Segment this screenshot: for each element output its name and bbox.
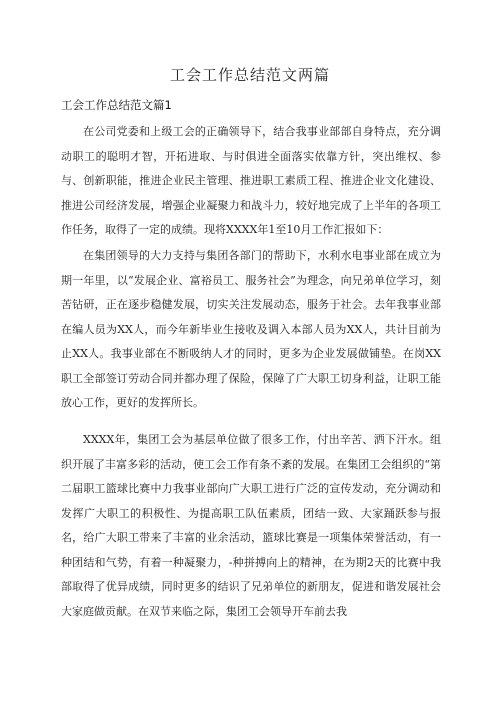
paragraph-text: XXXX年，集团工会为基层单位做了很多工作，付出辛苦、洒下汗水。组织开展了丰富多彩的活动，使工会工作有条不紊的发展。在集团工会组织的“第二届职工篮球比赛中力我事业部向广大职工进行广泛的宣传发动，充分调动和发挥广大职工的积极性、为提高职工队伍素质，团结一致、大家踊跃参与报名，给广大职工带来了丰富的业余活动，篮球比赛是一项集体荣誉活动，有一种团结和气势，有着一种凝聚力，-种拼搏向上的精神，在为期2天的比赛中我部取得了优异成绩，同时更多的结识了兄弟单位的新朋友，促进和谐发展社会大家庭做贡献。在双节来临之际，集团工会领导开车前去我: [61, 433, 441, 618]
paragraph-text: 在集团领导的大力支持与集团各部门的帮助下，水利水电事业部在成立为期一年里，以“发展企业、富裕员工、服务社会”为理念，向兄弟单位学习，刻苦钻研，正在逐步稳健发展，切实关注发展动态，服务于社会。去年我事业部在编人员为XX人，而今年新毕业生接收及调入本部人员为XX人，共计目前为止XX人。我事业部在不断吸纳人才的同时，更多为企业发展做铺垫。在岗XX职工全部签订劳动合同并都办理了保险，保障了广大职工切身利益，让职工能放心工作，更好的发挥所长。: [61, 249, 441, 409]
paragraph-1: [61, 120, 441, 243]
paragraph-3: [61, 428, 441, 624]
document-title: 工会工作总结范文两篇: [169, 66, 330, 84]
section-title: 工会工作总结范文篇1: [61, 98, 172, 112]
paragraph-text: 在公司党委和上级工会的正确领导下，结合我事业部部自身特点，充分调动职工的聪明才智，开拓进取、与时俱进全面落实依靠方针，突出维权、参与、创新职能，推进企业民主管理、推进职工素质工程、推进企业文化建设、推进公司经济发展，增强企业凝聚力和战斗力，较好地完成了上半年的各项工作任务，取得了一定的成绩。现将XXXX年1至10月工作汇报如下：: [61, 125, 441, 236]
paragraph-2: [61, 244, 441, 416]
